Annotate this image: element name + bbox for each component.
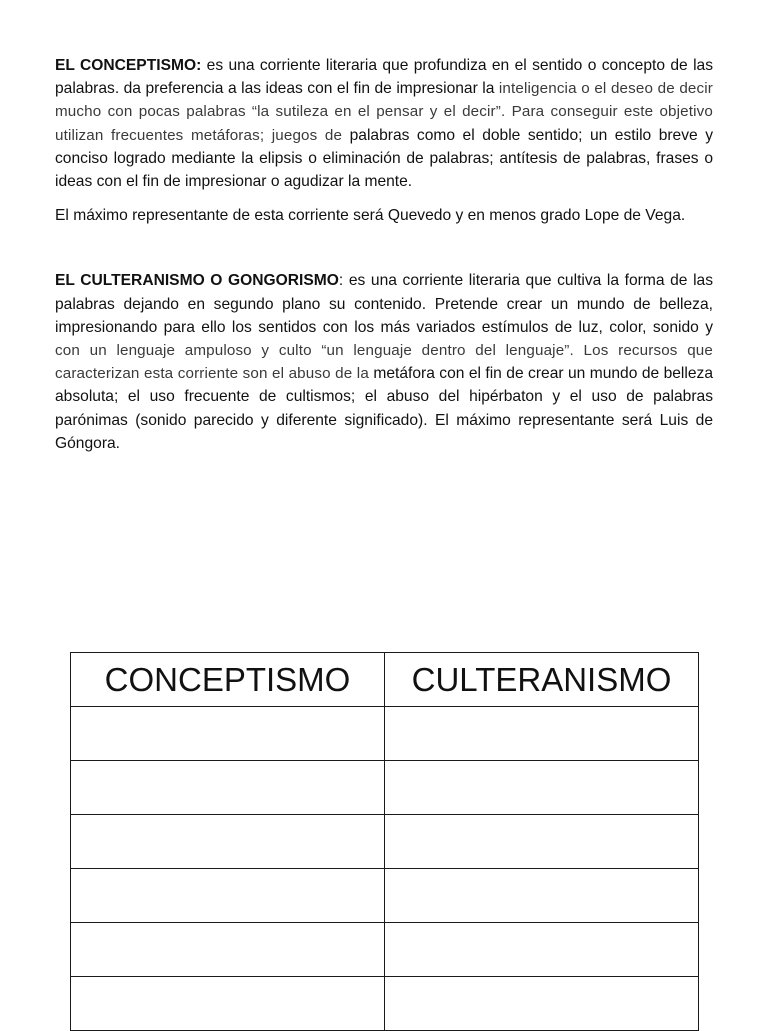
cell-conceptismo[interactable]: [71, 977, 385, 1031]
cell-conceptismo[interactable]: [71, 815, 385, 869]
culteranismo-text-3: metáfora con el fin de crear un mundo de belleza absoluta; el uso frecuente de cultismos; el abuso del hipérbaton y el uso de palabras parónimas (sonido parecido y diferente significado). El máximo representante será Luis de Góngora.: [55, 365, 713, 452]
cell-culteranismo[interactable]: [385, 707, 699, 761]
header-culteranismo: CULTERANISMO: [385, 653, 699, 707]
cell-culteranismo[interactable]: [385, 869, 699, 923]
culteranismo-text-1: : es una corriente literaria que cultiva la forma de las palabras dejando en segundo plano su contenido. Pretende crear un mundo de belleza, impresionando para ello los sentidos con los más variados estímulos de luz, color, sonido y: [55, 272, 714, 336]
conceptismo-term: EL CONCEPTISMO:: [55, 57, 202, 74]
table-row: [71, 869, 699, 923]
cell-conceptismo[interactable]: [71, 707, 385, 761]
header-conceptismo: CONCEPTISMO: [71, 653, 385, 707]
table-row: [71, 707, 699, 761]
cell-culteranismo[interactable]: [385, 977, 699, 1031]
document-body: [55, 54, 713, 455]
culteranismo-paragraph: [55, 269, 713, 455]
cell-conceptismo[interactable]: [71, 923, 385, 977]
cell-culteranismo[interactable]: [385, 815, 699, 869]
cell-conceptismo[interactable]: [71, 761, 385, 815]
table-row: [71, 977, 699, 1031]
culteranismo-text-2: con un lenguaje ampuloso y culto “un lenguaje dentro del lenguaje”. Los recursos que caracterizan esta corriente son el abuso de la: [55, 342, 713, 383]
comparison-table: [70, 652, 699, 1031]
culteranismo-term: EL CULTERANISMO O GONGORISMO: [55, 272, 339, 290]
conceptismo-representante: El máximo representante de esta corriente será Quevedo y en menos grado Lope de Vega.: [55, 207, 686, 225]
conceptismo-paragraph: [55, 54, 713, 193]
cell-conceptismo[interactable]: [71, 869, 385, 923]
table-row: [71, 923, 699, 977]
table-row: [71, 761, 699, 815]
conceptismo-text-2: inteligencia o el deseo de decir mucho con pocas palabras “la sutileza en el pensar y el decir”. Para conseguir este objetivo utilizan frecuentes metáforas; juegos de: [55, 80, 713, 144]
table-header-row: [71, 653, 699, 707]
table-row: [71, 815, 699, 869]
cell-culteranismo[interactable]: [385, 761, 699, 815]
conceptismo-text-3: palabras como el doble sentido; un estilo breve y conciso logrado mediante la elipsis o eliminación de palabras; antítesis de palabras, frases o ideas con el fin de impresionar o agudizar la mente.: [55, 126, 713, 191]
cell-culteranismo[interactable]: [385, 923, 699, 977]
conceptismo-text-1: es una corriente literaria que profundiza en el sentido o concepto de las palabras. da preferencia a las ideas con el fin de impresionar la: [55, 57, 714, 98]
